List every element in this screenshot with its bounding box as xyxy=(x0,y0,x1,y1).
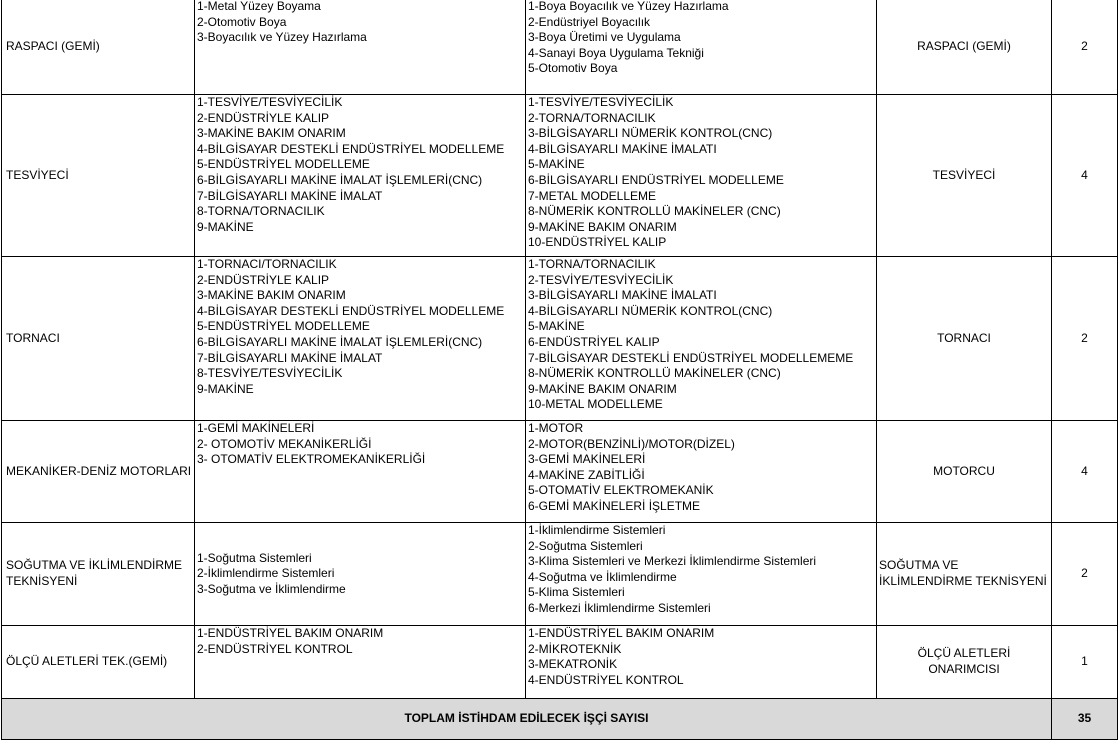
table-row xyxy=(2,421,1118,523)
list-item: 9-MAKİNE BAKIM ONARIM xyxy=(528,381,677,396)
program-list-cell xyxy=(195,421,526,523)
list-item: 3-GEMİ MAKİNELERİ xyxy=(528,452,646,467)
list-item: 3-Boyacılık ve Yüzey Hazırlama xyxy=(197,30,367,45)
list-item: 5-OTOMATİV ELEKTROMEKANİK xyxy=(528,483,714,498)
list-item: 1-Soğutma Sistemleri xyxy=(197,550,312,565)
total-row xyxy=(2,699,1118,740)
list-item: 9-MAKİNE xyxy=(197,381,254,396)
list-item: 4-BİLGİSAYAR DESTEKLİ ENDÜSTRİYEL MODELLEME xyxy=(197,141,505,156)
list-item: 3-MEKATRONİK xyxy=(528,657,618,672)
list-item: 6-Merkezi İklimlendirme Sistemleri xyxy=(528,600,711,615)
list-item: 4-BİLGİSAYAR DESTEKLİ ENDÜSTRİYEL MODELLEME xyxy=(197,303,505,318)
table-row xyxy=(2,523,1118,626)
list-item: 1-GEMİ MAKİNELERİ xyxy=(197,421,315,435)
list-item: 3-Klima Sistemleri ve Merkezi İklimlendirme Sistemleri xyxy=(528,554,817,569)
job-title-cell: TORNACI xyxy=(877,257,1052,421)
department-list-cell xyxy=(526,421,877,523)
list-item: 1-TORNA/TORNACILIK xyxy=(528,257,656,271)
list-item: 6-BİLGİSAYARLI MAKİNE İMALAT İŞLEMLERİ(CNC) xyxy=(197,172,483,187)
table-row xyxy=(2,257,1118,421)
worker-count-cell: 2 xyxy=(1052,0,1118,95)
program-list-cell xyxy=(195,626,526,699)
list-item: 5-Klima Sistemleri xyxy=(528,585,625,600)
list-item: 1-TORNACI/TORNACILIK xyxy=(197,257,337,271)
list-item: 3-Soğutma ve İklimlendirme xyxy=(197,581,346,596)
list-item: 3-BİLGİSAYARLI NÜMERİK KONTROL(CNC) xyxy=(528,126,773,141)
list-item: 8-NÜMERİK KONTROLLÜ MAKİNELER (CNC) xyxy=(528,366,781,381)
program-list-cell xyxy=(195,257,526,421)
position-name-cell: RASPACI (GEMİ) xyxy=(2,0,195,95)
list-item: 1-ENDÜSTRİYEL BAKIM ONARIM xyxy=(197,626,384,640)
list-item: 2-MİKROTEKNİK xyxy=(528,641,622,656)
list-item: 3-MAKİNE BAKIM ONARIM xyxy=(197,288,346,303)
department-list-cell xyxy=(526,523,877,626)
list-item: 6-GEMİ MAKİNELERİ İŞLETME xyxy=(528,498,701,513)
list-item: 8-NÜMERİK KONTROLLÜ MAKİNELER (CNC) xyxy=(528,204,781,219)
list-item: 1-MOTOR xyxy=(528,421,584,435)
list-item: 4-BİLGİSAYARLI NÜMERİK KONTROL(CNC) xyxy=(528,303,773,318)
list-item: 1-İklimlendirme Sistemleri xyxy=(528,523,666,537)
worker-count-cell: 2 xyxy=(1052,257,1118,421)
list-item: 2-MOTOR(BENZİNLİ)/MOTOR(DİZEL) xyxy=(528,436,735,451)
position-name-cell: TORNACI xyxy=(2,257,195,421)
job-title-cell: RASPACI (GEMİ) xyxy=(877,0,1052,95)
program-list-cell xyxy=(195,95,526,257)
list-item: 2-İklimlendirme Sistemleri xyxy=(197,566,335,581)
list-item: 1-ENDÜSTRİYEL BAKIM ONARIM xyxy=(528,626,715,640)
list-item: 3-MAKİNE BAKIM ONARIM xyxy=(197,126,346,141)
department-list-cell xyxy=(526,257,877,421)
list-item: 1-Metal Yüzey Boyama xyxy=(197,0,321,13)
worker-count-cell: 4 xyxy=(1052,421,1118,523)
list-item: 5-ENDÜSTRİYEL MODELLEME xyxy=(197,157,370,172)
department-list-cell xyxy=(526,0,877,95)
position-name-cell: ÖLÇÜ ALETLERİ TEK.(GEMİ) xyxy=(2,626,195,699)
list-item: 4-ENDÜSTRİYEL KONTROL xyxy=(528,672,684,687)
list-item: 6-BİLGİSAYARLI MAKİNE İMALAT İŞLEMLERİ(CNC) xyxy=(197,334,483,349)
job-title-cell: ÖLÇÜ ALETLERİ ONARIMCISI xyxy=(877,626,1052,699)
list-item: 2-TESVİYE/TESVİYECİLİK xyxy=(528,272,674,287)
total-label: TOPLAM İSTİHDAM EDİLECEK İŞÇİ SAYISI xyxy=(2,699,1052,740)
list-item: 2-ENDÜSTRİYLE KALIP xyxy=(197,272,330,287)
list-item: 10-METAL MODELLEME xyxy=(528,397,663,412)
list-item: 2-ENDÜSTRİYEL KONTROL xyxy=(197,641,353,656)
list-item: 6-ENDÜSTRİYEL KALIP xyxy=(528,334,660,349)
list-item: 1-TESVİYE/TESVİYECİLİK xyxy=(528,95,674,109)
department-list-cell xyxy=(526,95,877,257)
list-item: 4-Soğutma ve İklimlendirme xyxy=(528,569,677,584)
list-item: 8-TESVİYE/TESVİYECİLİK xyxy=(197,366,343,381)
worker-count-cell: 4 xyxy=(1052,95,1118,257)
list-item: 5-Otomotiv Boya xyxy=(528,61,618,76)
job-title-cell: MOTORCU xyxy=(877,421,1052,523)
list-item: 6-BİLGİSAYARLI ENDÜSTRİYEL MODELLEME xyxy=(528,172,784,187)
worker-count-cell: 2 xyxy=(1052,523,1118,626)
list-item: 5-MAKİNE xyxy=(528,157,585,172)
program-list-cell xyxy=(195,523,526,626)
list-item: 2-Otomotiv Boya xyxy=(197,14,287,29)
list-item: 4-BİLGİSAYARLI MAKİNE İMALATI xyxy=(528,141,717,156)
list-item: 5-MAKİNE xyxy=(528,319,585,334)
list-item: 2-TORNA/TORNACILIK xyxy=(528,110,656,125)
list-item: 9-MAKİNE BAKIM ONARIM xyxy=(528,219,677,234)
total-value: 35 xyxy=(1052,699,1118,740)
list-item: 1-TESVİYE/TESVİYECİLİK xyxy=(197,95,343,109)
job-title-cell: TESVİYECİ xyxy=(877,95,1052,257)
list-item: 2-ENDÜSTRİYLE KALIP xyxy=(197,110,330,125)
list-item: 3-Boya Üretimi ve Uygulama xyxy=(528,30,681,45)
list-item: 7-METAL MODELLEME xyxy=(528,188,657,203)
department-list-cell xyxy=(526,626,877,699)
program-list-cell xyxy=(195,0,526,95)
list-item: 4-Sanayi Boya Uygulama Tekniği xyxy=(528,45,704,60)
table-row xyxy=(2,95,1118,257)
table-row xyxy=(2,626,1118,699)
list-item: 1-Boya Boyacılık ve Yüzey Hazırlama xyxy=(528,0,729,13)
worker-count-cell: 1 xyxy=(1052,626,1118,699)
list-item: 3- OTOMATİV ELEKTROMEKANİKERLİĞİ xyxy=(197,452,426,467)
list-item: 9-MAKİNE xyxy=(197,219,254,234)
position-name-cell: TESVİYECİ xyxy=(2,95,195,257)
job-title-cell: SOĞUTMA VE İKLİMLENDİRME TEKNİSYENİ xyxy=(877,523,1052,626)
employment-table xyxy=(1,0,1118,740)
list-item: 7-BİLGİSAYAR DESTEKLİ ENDÜSTRİYEL MODELLEMEME xyxy=(528,350,854,365)
list-item: 2-Soğutma Sistemleri xyxy=(528,538,643,553)
list-item: 4-MAKİNE ZABİTLİĞİ xyxy=(528,467,645,482)
list-item: 5-ENDÜSTRİYEL MODELLEME xyxy=(197,319,370,334)
list-item: 8-TORNA/TORNACILIK xyxy=(197,204,325,219)
list-item: 10-ENDÜSTRİYEL KALIP xyxy=(528,235,667,250)
list-item: 3-BİLGİSAYARLI MAKİNE İMALATI xyxy=(528,288,717,303)
list-item: 2-Endüstriyel Boyacılık xyxy=(528,14,651,29)
position-name-cell: SOĞUTMA VE İKLİMLENDİRME TEKNİSYENİ xyxy=(2,523,195,626)
list-item: 7-BİLGİSAYARLI MAKİNE İMALAT xyxy=(197,350,383,365)
list-item: 7-BİLGİSAYARLI MAKİNE İMALAT xyxy=(197,188,383,203)
table-row xyxy=(2,0,1118,95)
list-item: 2- OTOMOTİV MEKANİKERLİĞİ xyxy=(197,436,372,451)
position-name-cell: MEKANİKER-DENİZ MOTORLARI xyxy=(2,421,195,523)
